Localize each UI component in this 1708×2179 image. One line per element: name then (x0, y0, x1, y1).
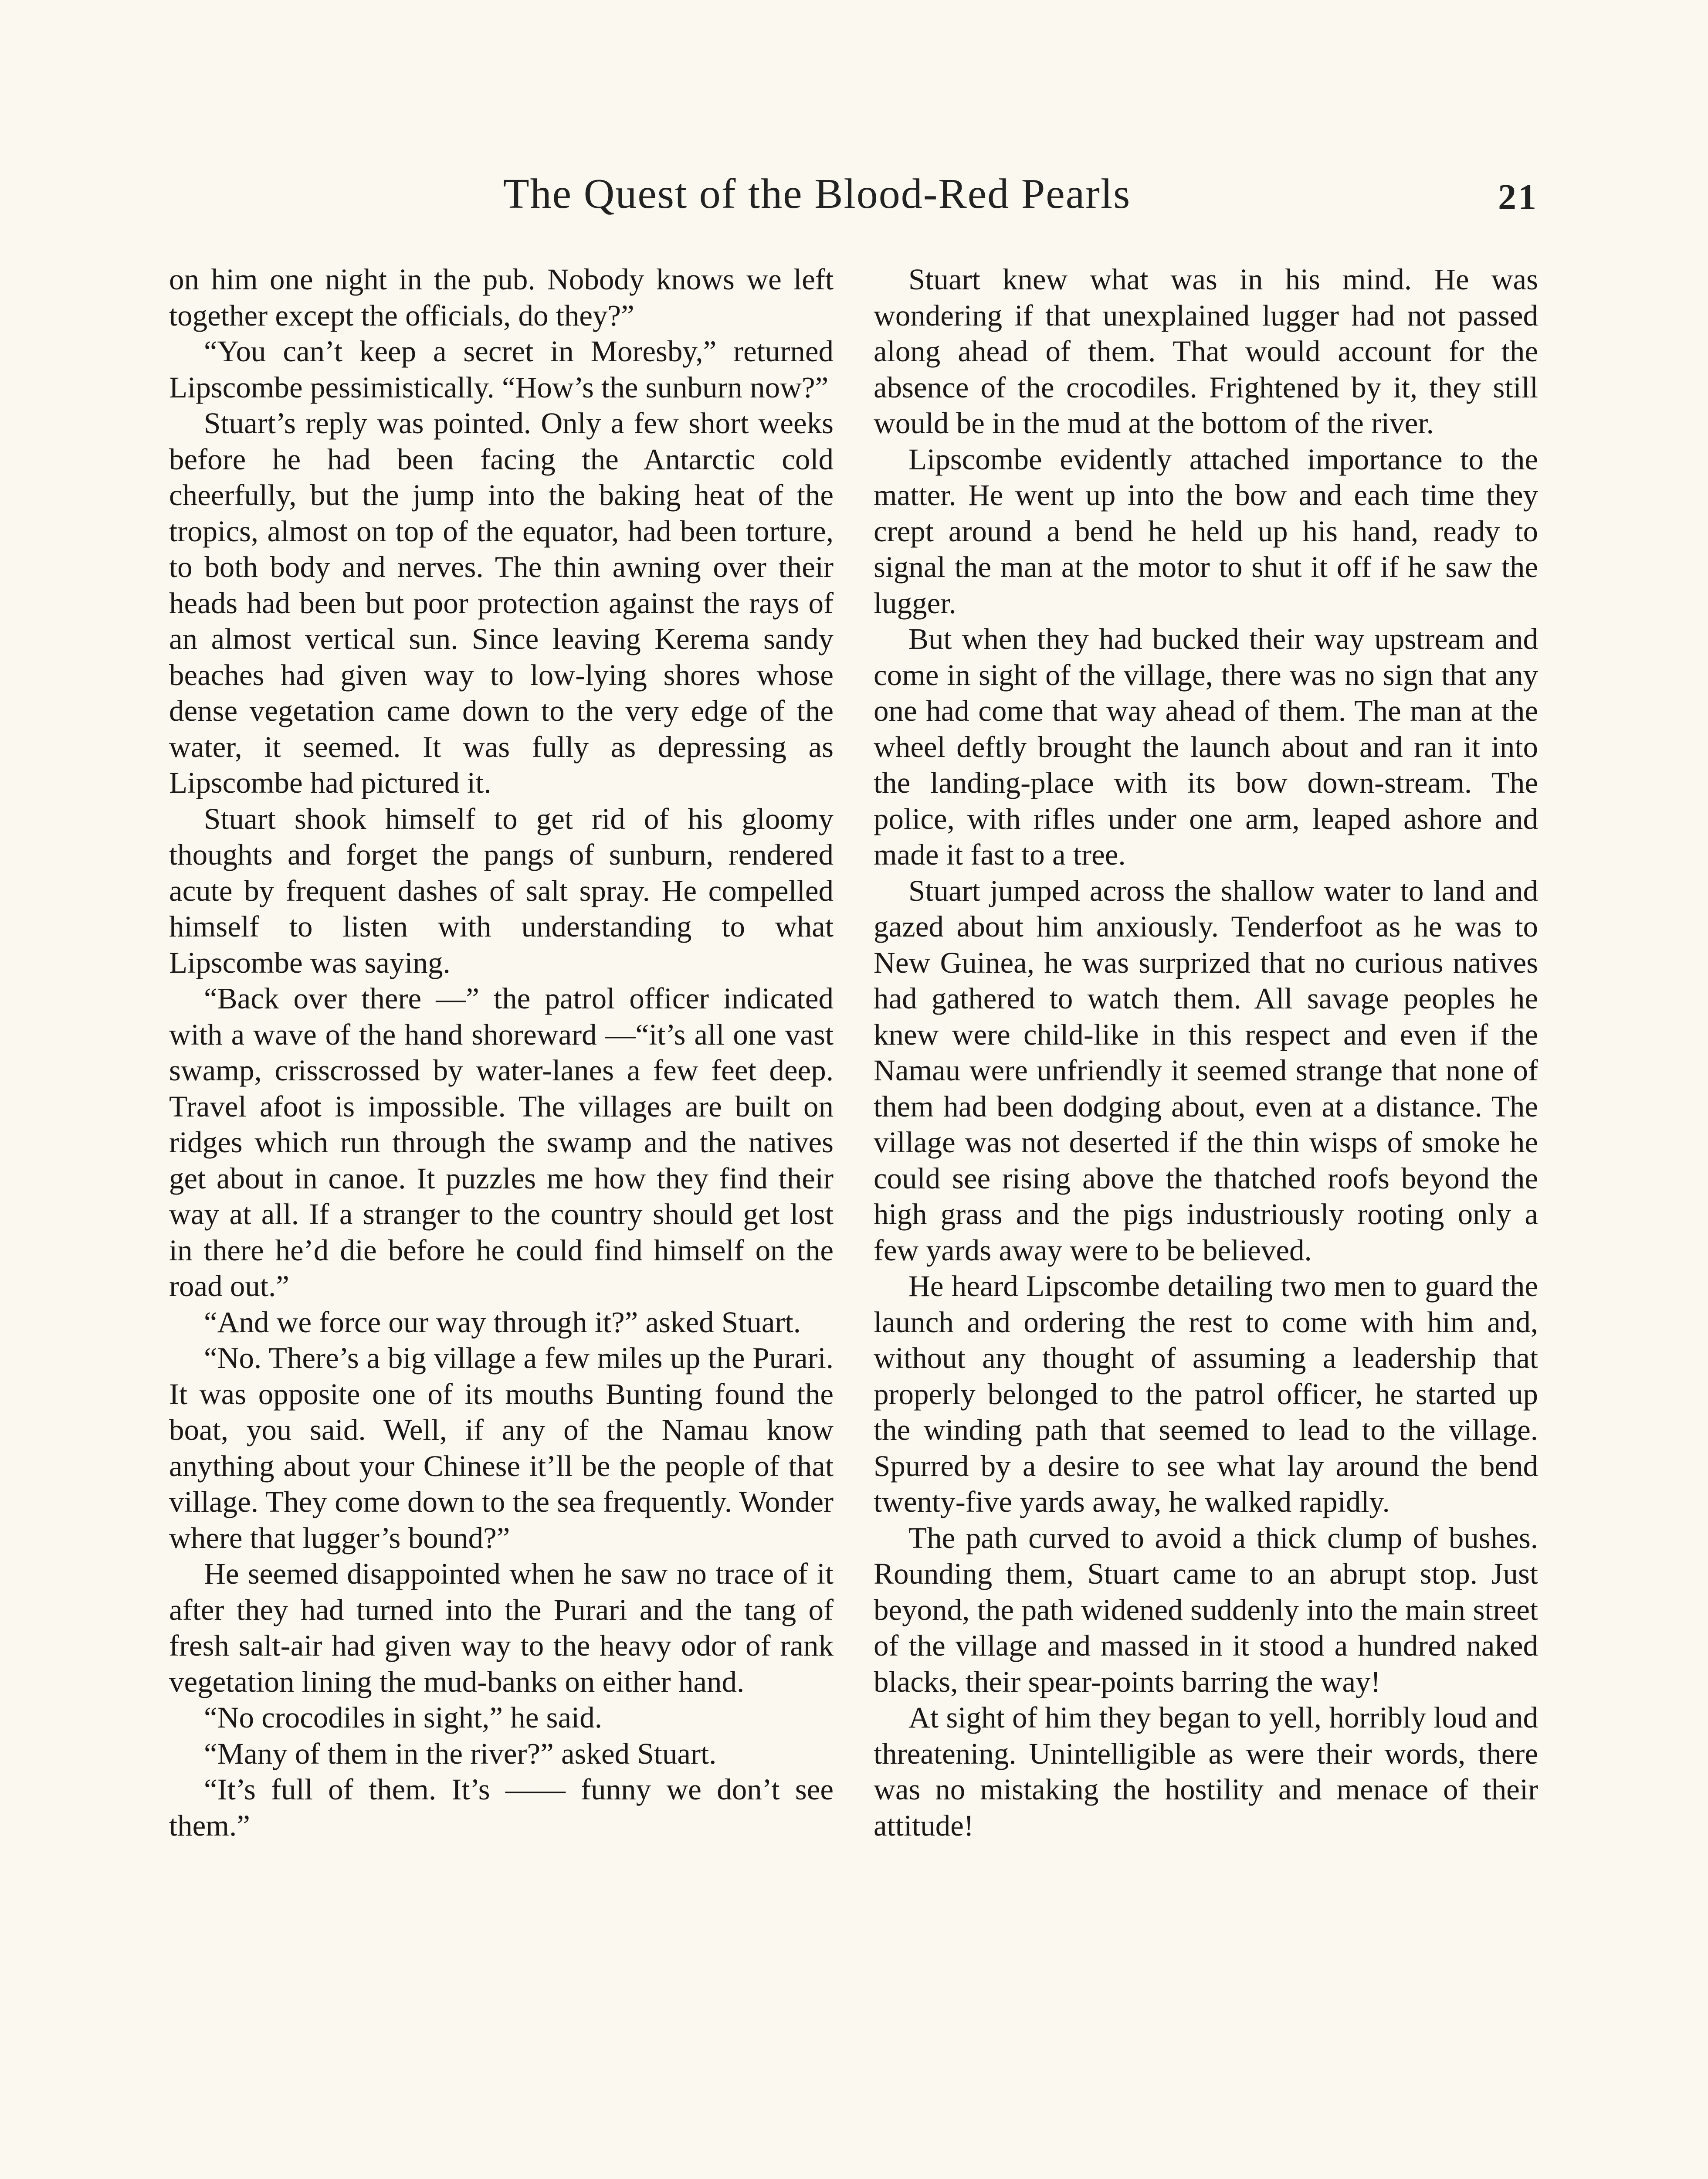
page-number: 21 (1498, 177, 1538, 217)
paragraph: At sight of him they began to yell, horribly loud and threatening. Unintelligible as were their words, there was no mistaking the hostility and menace of their attitude! (874, 1701, 1538, 1842)
paragraph: “No crocodiles in sight,” he said. (204, 1701, 603, 1734)
paragraph: Lipscombe evidently attached importance to the matter. He went up into the bow and each time they crept around a bend he held up his hand, ready to signal the man at the motor to shut it off if he saw the lugger. (874, 442, 1538, 620)
paragraph: The path curved to avoid a thick clump of bushes. Rounding them, Stuart came to an abrupt stop. Just beyond, the path widened suddenly into the main street of the village and massed in it stood a hundred naked blacks, their spear-points barring the way! (874, 1521, 1538, 1698)
right-column (874, 261, 1538, 1843)
paragraph: “No. There’s a big village a few miles up the Purari. It was opposite one of its mouths Bunting found the boat, you said. Well, if any of the Namau know anything about your Chinese it’ll be the people of that village. They come down to the sea frequently. Wonder where that lugger’s bound?” (169, 1341, 834, 1554)
paragraph: He seemed disappointed when he saw no trace of it after they had turned into the Purari and the tang of fresh salt-air had given way to the heavy odor of rank vegetation lining the mud-banks on either hand. (169, 1557, 834, 1698)
page-header (166, 161, 1538, 227)
running-title: The Quest of the Blood-Red Pearls (503, 170, 1131, 217)
paragraph: Stuart jumped across the shallow water to land and gazed about him anxiously. Tenderfoot as he was to New Guinea, he was surprized that no curious natives had gathered to watch them. All savage peoples he knew were child-like in this respect and even if the Namau were unfriendly it seemed strange that none of them had been dodging about, even at a distance. The village was not deserted if the thin wisps of smoke he could see rising above the thatched roofs beyond the high grass and the pigs industriously rooting only a few yards away were to be believed. (874, 874, 1538, 1267)
paragraph: Stuart knew what was in his mind. He was wondering if that unexplained lugger had not passed along ahead of them. That would account for the absence of the crocodiles. Frightened by it, they still would be in the mud at the bottom of the river. (874, 263, 1538, 440)
paragraph: “You can’t keep a secret in Moresby,” returned Lipscombe pessimistically. “How’s the sunburn now?” (169, 335, 834, 404)
paragraph: “Many of them in the river?” asked Stuart. (204, 1737, 717, 1770)
paragraph: Stuart’s reply was pointed. Only a few short weeks before he had been facing the Antarctic cold cheerfully, but the jump into the baking heat of the tropics, almost on top of the equator, had been torture, to both body and nerves. The thin awning over their heads had been but poor protection against the rays of an almost vertical sun. Since leaving Kerema sandy beaches had given way to low-lying shores whose dense vegetation came down to the very edge of the water, it seemed. It was fully as depressing as Lipscombe had pictured it. (169, 407, 834, 799)
left-column (169, 261, 834, 1843)
paragraph: “And we force our way through it?” asked Stuart. (204, 1305, 801, 1339)
paragraph: “It’s full of them. It’s —— funny we don’t see them.” (169, 1773, 834, 1842)
paragraph: Stuart shook himself to get rid of his gloomy thoughts and forget the pangs of sunburn, rendered acute by frequent dashes of salt spray. He compelled himself to listen with understanding to what Lipscombe was saying. (169, 802, 834, 979)
paragraph: But when they had bucked their way upstream and come in sight of the village, there was no sign that any one had come that way ahead of them. The man at the wheel deftly brought the launch about and ran it into the landing-place with its bow down-stream. The police, with rifles under one arm, leaped ashore and made it fast to a tree. (874, 622, 1538, 871)
paragraph: He heard Lipscombe detailing two men to guard the launch and ordering the rest to come with him and, without any thought of assuming a leadership that properly belonged to the patrol officer, he started up the winding path that seemed to lead to the village. Spurred by a desire to see what lay around the bend twenty-five yards away, he walked rapidly. (874, 1269, 1538, 1518)
paragraph: “Back over there —” the patrol officer indicated with a wave of the hand shoreward —“it’s all one vast swamp, crisscrossed by water-lanes a few feet deep. Travel afoot is impossible. The villages are built on ridges which run through the swamp and the natives get about in canoe. It puzzles me how they find their way at all. If a stranger to the country should get lost in there he’d die before he could find himself on the road out.” (169, 982, 834, 1303)
paragraph: on him one night in the pub. Nobody knows we left together except the officials, do they?” (169, 263, 834, 332)
